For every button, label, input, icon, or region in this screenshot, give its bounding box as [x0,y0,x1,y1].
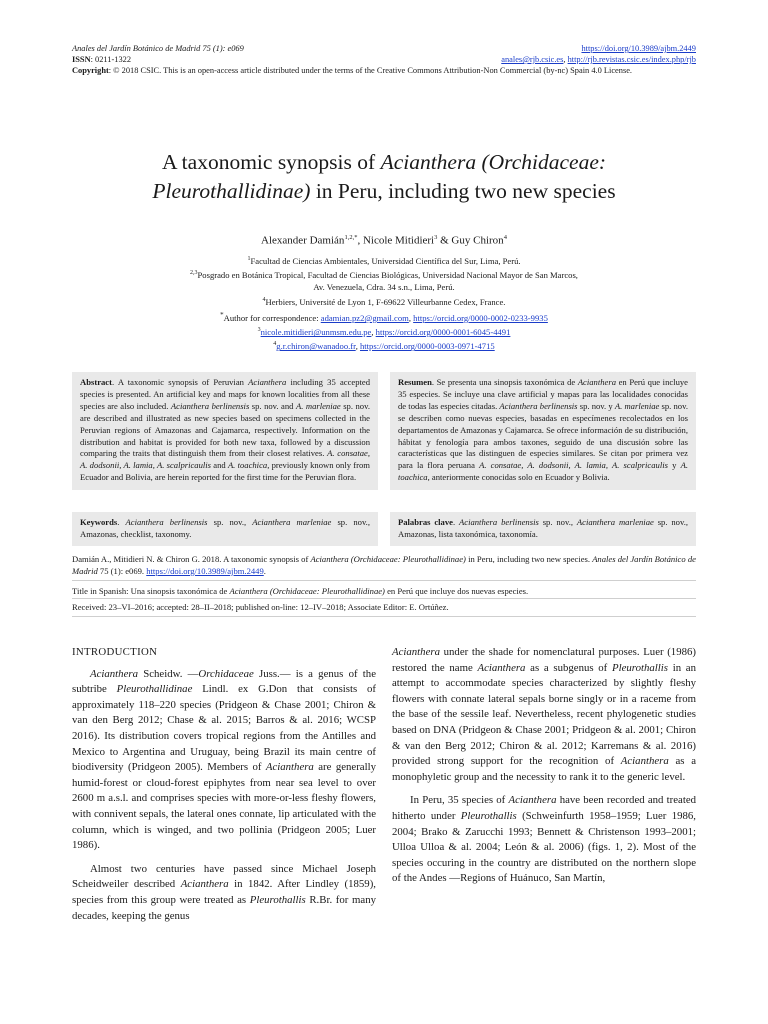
paragraph: Acianthera Scheidw. —Orchidaceae Juss.— is a genus of the subtribe Pleurothallidinae Lindl. ex G.Don that consists of approximately 118–220 species (Pridgeon & Chase 2001; Chiron & van den Berg 2012; Chase & al. 2015; Barros & al. 2016; WCSP 2016). Its distribution covers tropical regions from the Antilles and Mexico to Argentina and Uruguay, being Brazil its main centre of biodiversity (Pridgeon 2005). Members of Acianthera are generally humid-forest or cloud-forest epiphytes from near sea level to over 2600 m a.s.l. and comprises species with more-or-less fleshy flowers, with connivent sepals, the lateral ones connate, lip articulated with the column, which is winged, and two pollinia (Pridgeon 2005; Luer 1986). [72,667,377,852]
journal-name: Anales del Jardín Botánico de Madrid 75 (1): e069 [72,44,244,53]
journal-header [72,43,696,76]
how-to-cite: Damián A., Mitidieri N. & Chiron G. 2018. A taxonomic synopsis of Acianthera (Orchidaceae: Pleurothallidinae) in Peru, including two new species. Anales del Jardín Botánico de Madrid 75 (1): e069. https://doi.org/10.3989/ajbm.2449. [72,554,696,576]
paragraph: In Peru, 35 species of Acianthera have been recorded and treated hitherto under Pleurothallis (Schweinfurth 1958–1959; Luer 1986, 2004; Brako & Zarucchi 1993; Bennett & Christenson 1993–2001; Ulloa Ulloa & al. 2004; León & al. 2006) (figs. 1, 2). Most of the species occuring in the country are distributed on the northern slope of the Andes —Regions of Huánuco, San Martín, [392,794,697,885]
paragraph: Almost two centuries have passed since Michael Joseph Scheidweiler described Acianthera in 1842. After Lindley (1859), species from this group were treated as Pleurothallis R.Br. for many decades, keeping the genus [72,862,376,922]
journal-links: anales@rjb.csic.es, http://rjb.revistas.csic.es/index.php/rjb [501,55,696,64]
email-link[interactable]: anales@rjb.csic.es [501,55,564,64]
author-list: Alexander Damián$^{1,2,*}$, Nicole Mitidieri$^3$ & Guy Chiron$^4$ [261,234,507,247]
palabras-clave-box: Palabras clave. Acianthera berlinensis sp. nov., Acianthera marleniae sp. nov., Amazonas, lista taxonómica, taxonomía. [390,512,696,546]
email-author3[interactable]: g.r.chiron@wanadoo.fr [276,341,356,352]
affiliations: $^1$Facultad de Ciencias Ambientales, Universidad Científica del Sur, Lima, Perú. $^{2,3}$Posgrado en Botánica Tropical, Facultad de Ciencias Biológicas, Universidad Nacional Mayor de San Marcos, Av. Venezuela, Cdra. 34 s.n., Lima, Perú. $^4$Herbiers, Université de Lyon 1, F-69622 Villeurbanne Cedex, France. [190,255,578,307]
spanish-title: Title in Spanish: Una sinopsis taxonómica de Acianthera (Orchidaceae: Pleurothallidinae) en Perú que incluye dos nuevas especies. [72,586,529,596]
divider [72,598,696,599]
citation-doi-link[interactable]: https://doi.org/10.3989/ajbm.2449 [146,566,264,576]
doi-link[interactable]: https://doi.org/10.3989/ajbm.2449 [581,44,696,53]
issn: ISSN: 0211-1322 [72,55,132,64]
received-dates: Received: 23–VI–2016; accepted: 28–II–2018; published on-line: 12–IV–2018; Associate Editor: E. Ortúñez. [72,602,449,612]
resumen-box: Resumen. Se presenta una sinopsis taxonómica de Acianthera en Perú que incluye 35 especies. Se incluye una clave artificial y mapas para las localidades conocidas de todas las especies citadas. Acianthera berlinensis sp. nov. y A. marleniae sp. nov. se describen como nuevas especies, basadas en especímenes recolectados en los departamentos de Amazonas y Cajamarca. Se ofrece información de su distribución, hábitat y fenología para ambos taxones, seguido de una discusión sobre las características que las distinguen de especies similares. Se citan por primera vez para la flora peruana A. consatae, A. dodsonii, A. lamia, A. scalpricaulis y A. toachica, anteriormente conocidas solo en Ecuador y Bolivia. [390,372,696,490]
website-link[interactable]: http://rjb.revistas.csic.es/index.php/rjb [567,55,696,64]
correspondence: *Author for correspondence: adamian.pz2@gmail.com, https://orcid.org/0000-0002-0233-9935 $^3$nicole.mitidieri@unmsm.edu.pe, https://orcid.org/0000-0001-6045-4491 $^4$g.r.chiron@wanadoo.fr, https://orcid.org/0000-0003-0971-4715 [220,311,548,352]
divider [72,580,696,581]
paragraph: Acianthera under the shade for nomenclatural purposes. Luer (1986) restored the name Acianthera as a subgenus of Pleurothallis in an attempt to accommodate species characterized by slightly fleshy flowers with connate lateral sepals borne singly or in a raceme from the base of the sessile leaf. Nevertheless, recent phylogenetic studies based on DNA (Pridgeon & Chase 2001; Pridgeon & al. 2001; Chiron & van den Berg 2012; Chiron & al. 2012; Karremans & al. 2016) provided strong support for the recognition of Acianthera as a monophyletic group and the necessity to rank it to the generic level. [392,646,696,783]
email-author2[interactable]: nicole.mitidieri@unmsm.edu.pe [260,327,372,338]
orcid-author2[interactable]: https://orcid.org/0000-0001-6045-4491 [375,327,511,338]
body-column-left [72,645,376,932]
orcid-author3[interactable]: https://orcid.org/0000-0003-0971-4715 [359,341,495,352]
orcid-author1[interactable]: https://orcid.org/0000-0002-0233-9935 [413,312,548,323]
article-title: A taxonomic synopsis of Acianthera (Orchidaceae: Pleurothallidinae) in Peru, including two new species [152,150,616,203]
body-column-right [392,645,696,895]
abstract-box: Abstract. A taxonomic synopsis of Peruvian Acianthera including 35 accepted species is presented. An artificial key and maps for known localities from all these species are also included. Acianthera berlinensis sp. nov. and A. marleniae sp. nov. are described and illustrated as new species based on specimens collected in the Peruvian regions of Amazonas and Cajamarca, respectively. Information on the distribution and habitat is provided for both new taxa, followed by a discussion comparing the traits that distinguish them from their closest relatives. A. consatae, A. dodsonii, A. lamia, A. scalpricaulis and A. toachica, previously known only from Ecuador and Bolivia, are herein reported for the first time for the Peruvian flora. [72,372,378,490]
keywords-box: Keywords. Acianthera berlinensis sp. nov., Acianthera marleniae sp. nov., Amazonas, checklist, taxonomy. [72,512,378,546]
email-author1[interactable]: adamian.pz2@gmail.com [320,312,409,323]
copyright-notice: Copyright: © 2018 CSIC. This is an open-access article distributed under the terms of the Creative Commons Attribution-Non Commercial (by-nc) Spain 4.0 License. [72,66,633,75]
section-heading-introduction: INTRODUCTION [72,646,158,658]
divider [72,616,696,617]
